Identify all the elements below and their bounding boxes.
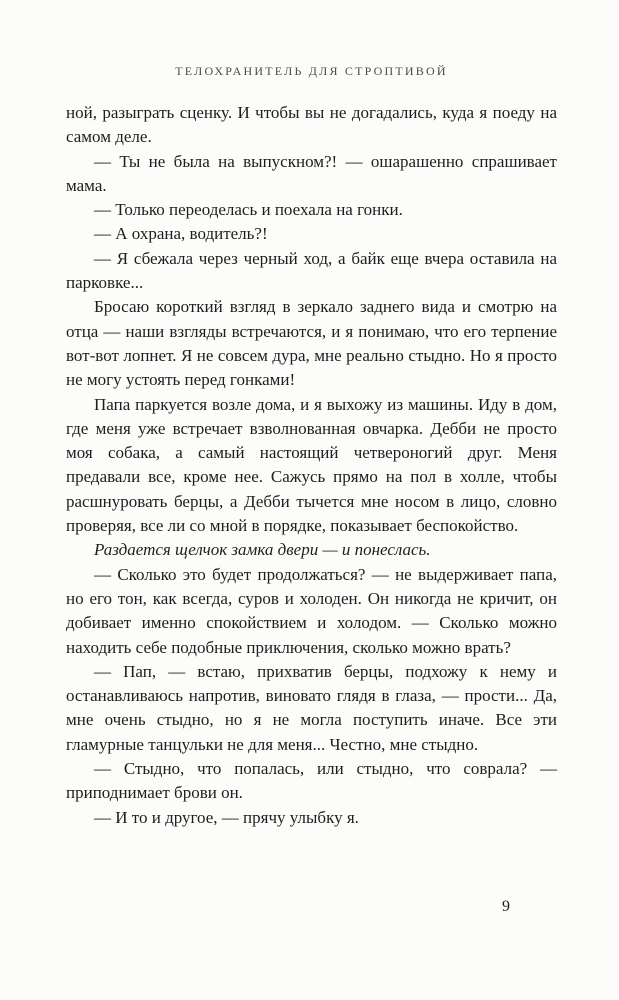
body-text: [66, 101, 557, 830]
paragraph: — И то и другое, — прячу улыбку я.: [94, 807, 359, 827]
paragraph: — Сколько это будет продолжаться? — не выдерживает папа, но его тон, как всегда, суров и холоден. Он никогда не кричит, он добивает именно спокойствием и холодом. — Сколько можно находить себе подобные приключения, сколько можно врать?: [66, 564, 557, 657]
paragraph: Раздается щелчок замка двери — и понеслась.: [94, 540, 431, 560]
paragraph: Папа паркуется возле дома, и я выхожу из машины. Иду в дом, где меня уже встречает взволнованная овчарка. Дебби не просто моя собака, а самый настоящий четвероногий друг. Меня предавали все, кроме нее. Сажусь прямо на пол в холле, чтобы расшнуровать берцы, а Дебби тычется мне носом в лицо, словно проверяя, все ли со мной в порядке, показывает беспокойство.: [66, 394, 557, 536]
paragraph: — Пап, — встаю, прихватив берцы, подхожу к нему и останавливаюсь напротив, виновато глядя в глаза, — прости... Да, мне очень стыдно, но я не могла поступить иначе. Все эти гламурные танцульки не для меня... Честно, мне стыдно.: [66, 661, 557, 754]
paragraph: ной, разыграть сценку. И чтобы вы не догадались, куда я поеду на самом деле.: [66, 103, 557, 147]
paragraph: — Только переоделась и поехала на гонки.: [94, 200, 403, 220]
running-header: ТЕЛОХРАНИТЕЛЬ ДЛЯ СТРОПТИВОЙ: [175, 64, 448, 78]
paragraph: — Стыдно, что попалась, или стыдно, что соврала? — приподнимает брови он.: [66, 759, 557, 803]
paragraph: Бросаю короткий взгляд в зеркало заднего вида и смотрю на отца — наши взгляды встречаются, и я понимаю, что его терпение вот-вот лопнет. Я не совсем дура, мне реально стыдно. Но я просто не могу устоять перед гонками!: [66, 297, 557, 390]
page-number: 9: [502, 898, 510, 915]
paragraph: — Я сбежала через черный ход, а байк еще вчера оставила на парковке...: [66, 248, 557, 293]
paragraph: — Ты не была на выпускном?! — ошарашенно спрашивает мама.: [66, 151, 557, 195]
paragraph: — А охрана, водитель?!: [94, 224, 268, 244]
